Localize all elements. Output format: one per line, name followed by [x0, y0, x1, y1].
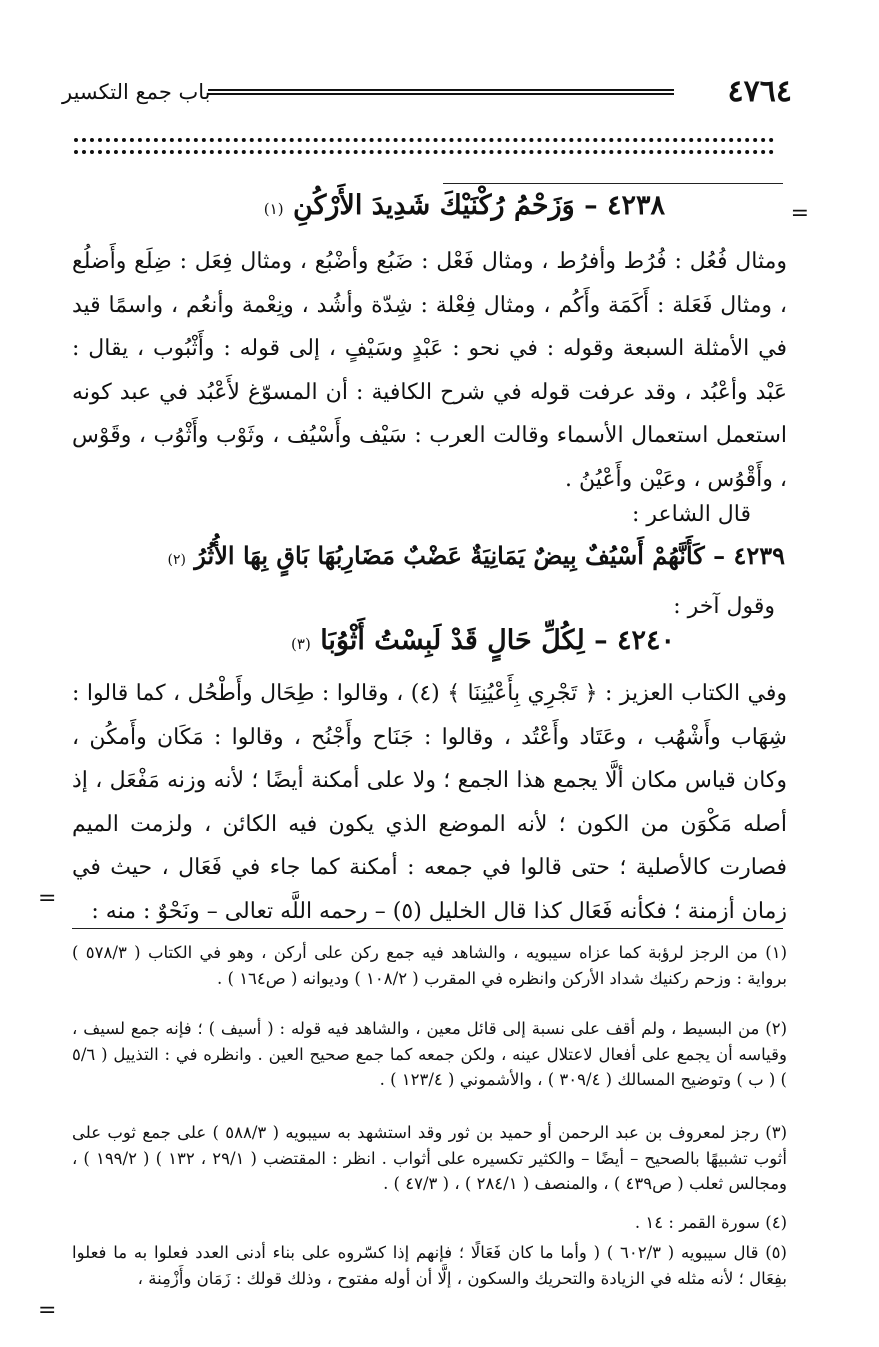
- verse-text: ٤٢٣٨ – وَزَحْمُ رُكْنَيْكَ شَدِيدَ الأَرْكُنِ: [292, 190, 665, 221]
- verse-footnote-ref: (٣): [291, 635, 311, 653]
- verse-footnote-ref: (١): [263, 200, 284, 218]
- footnote-5: (٥) قال سيبويه ( ٦٠٢/٣ ) ( وأما ما كان فَعَالًا ؛ فإنهم إذا كسّروه على بناء أدنى العدد فعلوا به ما فعلوا بفِعَال ؛ لأنه مثله في الزيادة والتحريك والسكون ، إلَّا أن أوله مفتوح ، وذلك قولك : زَمَان وأَزْمِنة ،: [72, 1243, 787, 1288]
- poet-label: قال الشاعر :: [631, 502, 751, 527]
- continuation-mark-top: =: [790, 201, 809, 226]
- verse-4238: [264, 190, 665, 221]
- verse-footnote-ref: (٢): [167, 552, 186, 568]
- page-number: ٤٧٦٤: [727, 74, 792, 109]
- paragraph-1: ومثال فُعُل : فُرُط وأفرُط ، ومثال فَعْل : ضَبُع وأضْبُع ، ومثال فِعَل : ضِلَع وأَضلُع ، ومثال فَعَلة : أَكَمَة وأَكُم ، ومثال فِعْلة : شِدّة وأشُد ، ونِعْمة وأنعُم ، واسمًا قيد في الأمثلة السبعة وقوله : في نحو : عَبْدٍ وسَيْفٍ ، إلى قوله : وأَثْبُوب ، يقال : عَبْد وأعْبُد ، وقد عرفت قوله في شرح الكافية : أن المسوّغ لأَعْبُد في عبد كونه استعمل استعمال الأسماء وقالت العرب : سَيْف وأَسْيُف ، وثَوْب وأَثْوُب ، وقَوْس ، وأَقْوُس ، وعَيْن وأَعْيُنُ .: [72, 249, 787, 492]
- continuation-mark-main: =: [38, 886, 57, 911]
- continuation-mark-footnote: =: [38, 1298, 57, 1323]
- footnote-3: (٣) رجز لمعروف بن عبد الرحمن أو حميد بن ثور وقد استشهد به سيبويه ( ٥٨٨/٣ ) على جمع ثوب على أثوب تشبيهًا بالصحيح – أيضًا – والكثير تكسيره على أثواب . انظر : المقتضب ( ٢٩/١ ، ١٣٢ ) ( ١٩٩/٢ ) ، ومجالس ثعلب ( ص٤٣٩ ) ، والمنصف ( ٢٨٤/١ ) ، ( ٤٧/٣ ) .: [72, 1123, 787, 1193]
- another-poet-label: وقول آخر :: [673, 594, 775, 619]
- verse-4239: [167, 541, 785, 570]
- footnote-2: (٢) من البسيط ، ولم أقف على نسبة إلى قائل معين ، والشاهد فيه قوله : ( أسيف ) ؛ فإنه جمع لسيف ، وقياسه أن يجمع على أفعال لاعتلال عينه ، ولكن جمعه كما جمع صحيح العين . وانظره في : التذييل ( ٥/٦ ) ( ب ) وتوضيح المسالك ( ٣٠٩/٤ ) ، والأشموني ( ١٢٣/٤ ) .: [72, 1019, 787, 1089]
- header-double-rule: [208, 89, 674, 95]
- footnote-separator: [72, 928, 783, 929]
- dotted-separator: [74, 138, 774, 158]
- verse-top-rule: [443, 183, 783, 184]
- page-header: [62, 72, 792, 112]
- paragraph-2: وفي الكتاب العزيز : ﴿ تَجْرِي بِأَعْيُنِنَا ﴾ (٤) ، وقالوا : طِحَال وأَطْحُل ، كما قالوا : شِهَاب وأَشْهُب ، وعَتَاد وأَعْتُد ، وقالوا : جَنَاح وأَجْنُح ، وقالوا : مَكَان وأَمكُن ، وكان قياس مكان ألَّا يجمع هذا الجمع ؛ ولا على أمكنة أيضًا ؛ لأنه وزنه مَفْعَل ، إذ أصله مَكْوَن من الكون ؛ لأنه الموضع الذي يكون فيه الكائن ، ولزمت الميم فصارت كالأصلية ؛ حتى قالوا في جمعه : أمكنة كما جاء في فَعَال ، حيث في زمان أزمنة ؛ فكأنه فَعَال كذا قال الخليل (٥) – رحمه اللَّه تعالى – ونَحْوٌ : منه :: [72, 681, 787, 924]
- footnote-4: (٤) سورة القمر : ١٤ .: [634, 1213, 787, 1232]
- chapter-title: باب جمع التكسير: [62, 80, 211, 104]
- verse-4240: [291, 625, 675, 656]
- verse-text: ٤٢٤٠ – لِكُلِّ حَالٍ قَدْ لَبِسْتُ أَثْوُبَا: [320, 625, 675, 656]
- verse-text: ٤٢٣٩ – كَأَنَّهُمْ أَسْيُفٌ بِيضٌ يَمَانِيَةٌ عَضْبٌ مَضَارِبُهَا بَاقٍ بِهَا الأُثُرُ: [194, 541, 785, 570]
- footnote-1: (١) من الرجز لرؤبة كما عزاه سيبويه ، والشاهد فيه جمع ركن على أركن ، وهو في الكتاب ( ٥٧٨/٣ ) برواية : وزحم ركنيك شداد الأركن وانظره في المقرب ( ١٠٨/٢ ) وديوانه ( ص١٦٤ ) .: [72, 943, 787, 988]
